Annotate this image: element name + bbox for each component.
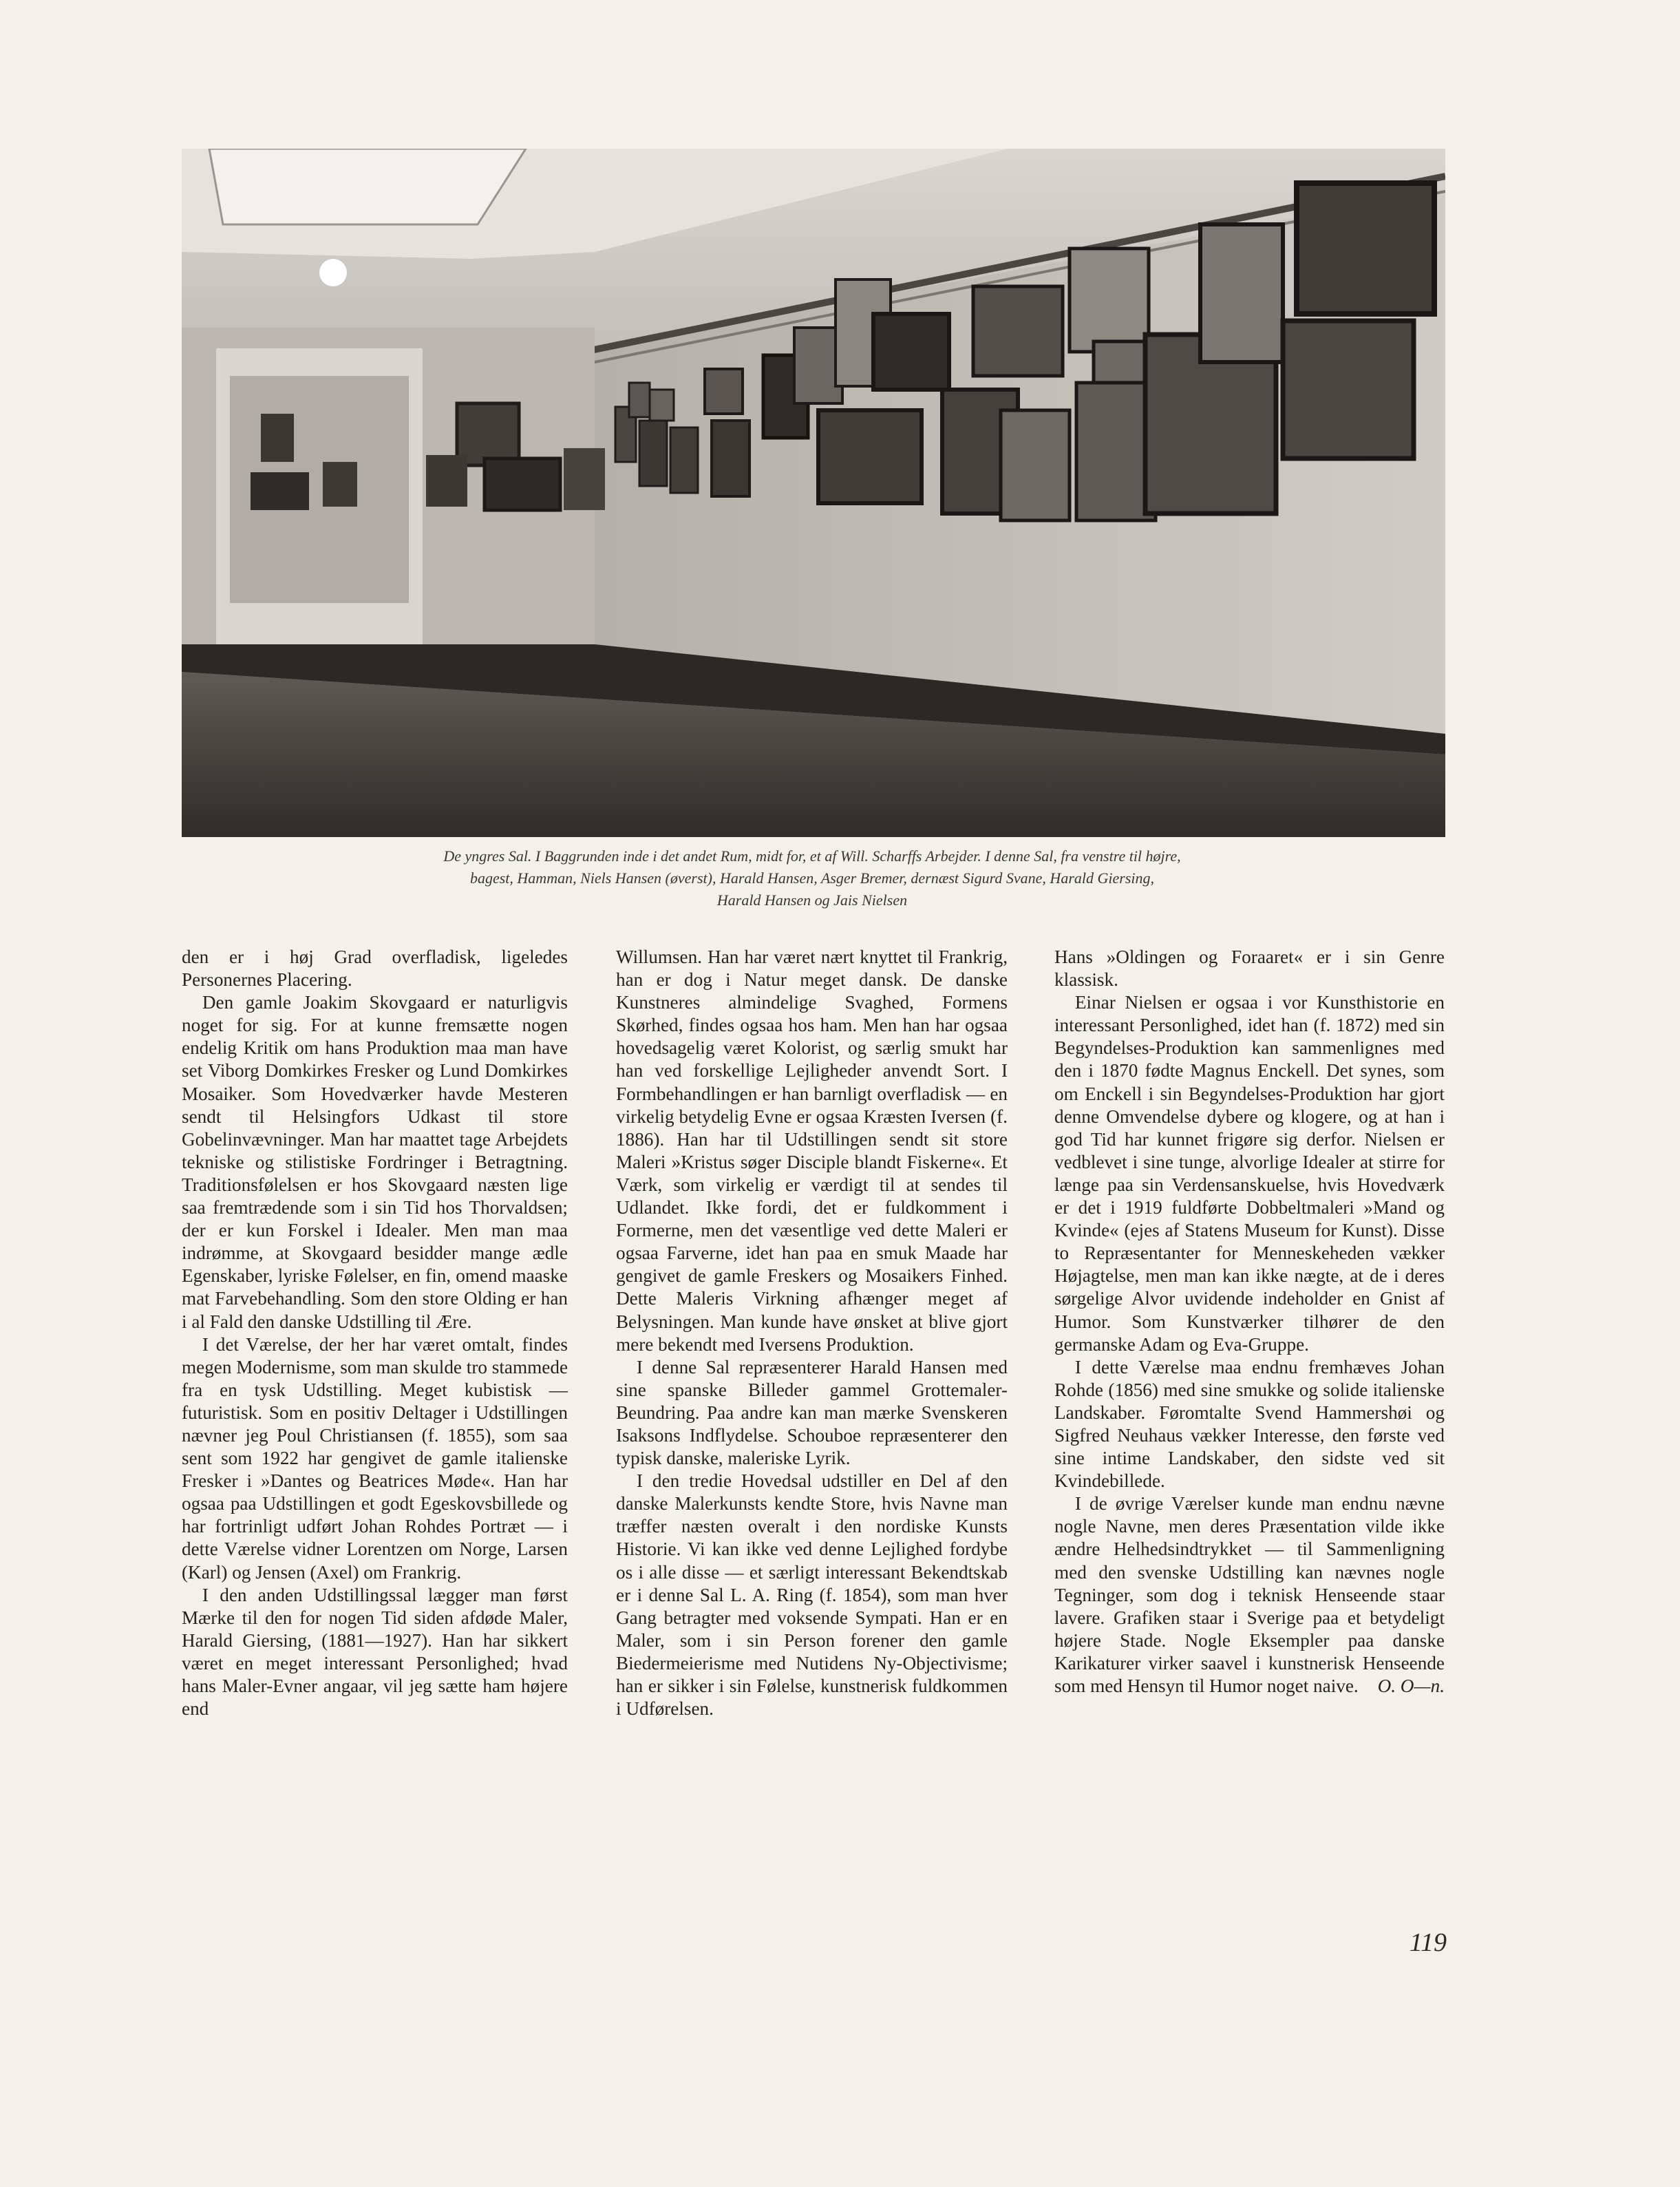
caption-line-2: bagest, Hamman, Niels Hansen (øverst), Harald Hansen, Asger Bremer, dernæst Sigurd Svane, Harald Giersing, xyxy=(469,869,1154,887)
paragraph: I den anden Udstillingssal lægger man først Mærke til den for nogen Tid siden afdøde Maler, Harald Giersing, (1881—1927). Han har sikkert været en meget interessant Personlighed; hvad hans Maler-Evner angaar, vil jeg sætte ham højere end xyxy=(182,1584,568,1720)
text-column-1 xyxy=(182,946,568,1720)
paragraph: I denne Sal repræsenterer Harald Hansen med sine spanske Billeder gammel Grottemaler-Beundring. Paa andre kan man mærke Svenskeren Isaksons Indflydelse. Schouboe repræsenterer den typisk danske, maleriske Lyrik. xyxy=(616,1356,1008,1469)
caption-line-1: De yngres Sal. I Baggrunden inde i det andet Rum, midt for, et af Will. Scharffs Arbejder. I denne Sal, fra venstre til højre, xyxy=(443,847,1181,865)
paragraph: Den gamle Joakim Skovgaard er naturligvis noget for sig. For at kunne fremsætte nogen endelig Kritik om hans Produktion maa man have set Viborg Domkirkes Fresker og Lund Domkirkes Mosaiker. Som Hovedværker havde Mesteren sendt til Helsingfors Udkast til store Gobelinvævninger. Man har maattet tage Arbejdets tekniske og stilistiske Fordringer i Betragtning. Traditionsfølelsen er hos Skovgaard næsten lige saa fremtrædende som i sin Tid hos Thorvaldsen; der er kun Forskel i Idealer. Men man maa indrømme, at Skovgaard besidder mange ædle Egenskaber, lyriske Følelser, en fin, omend maaske mat Farvebehandling. Som den store Olding er han i al Fald den danske Udstilling til Ære. xyxy=(182,992,568,1332)
text-column-3 xyxy=(1054,946,1445,1698)
paragraph: I den tredie Hovedsal udstiller en Del af den danske Malerkunsts kendte Store, hvis Navne man træffer næsten overalt i den nordiske Kunsts Historie. Vi kan ikke ved denne Lejlighed fordybe os i alle disse — et særligt interessant Bekendtskab er i denne Sal L. A. Ring (f. 1854), som man hver Gang betragter med voksende Sympati. Han er en Maler, som i sin Person forener den gamle Biedermeierisme med Nutidens Ny-Objectivisme; han er sikker i sin Følelse, kunstnerisk fuldkommen i Udførelsen. xyxy=(616,1470,1008,1720)
author-signature: O. O—n. xyxy=(1377,1676,1445,1697)
gallery-photo xyxy=(182,149,1445,837)
paragraph: I det Værelse, der her har været omtalt, findes megen Modernisme, som man skulde tro stammede fra en tysk Udstilling. Meget kubistisk — futuristisk. Som en positiv Deltager i Udstillingen nævner jeg Poul Christiansen (f. 1855), som saa sent som 1922 har gengivet de gamle italienske Fresker i »Dantes og Beatrices Møde«. Han har ogsaa paa Udstillingen et godt Egeskovsbillede og har fortrinligt udført Johan Rohdes Portræt — i dette Værelse vidner Lorentzen om Norge, Larsen (Karl) og Jensen (Axel) om Frankrig. xyxy=(182,1333,568,1583)
text-column-2 xyxy=(616,946,1008,1720)
paragraph: Einar Nielsen er ogsaa i vor Kunsthistorie en interessant Personlighed, idet han (f. 1872) med sin Begyndelses-Produktion kan sammenlignes med den i 1870 fødte Magnus Enckell. Det synes, som om Enckell i sin Begyndelses-Produktion har gjort denne Omvendelse dybere og klogere, og at han i god Tid har kunnet frigøre sig derfor. Nielsen er vedblevet i sine tunge, alvorlige Idealer at stirre for længe paa sin Verdensanskuelse, hvis Hovedværk er det i 1919 fuldførte Dobbeltmaleri »Mand og Kvinde« (ejes af Statens Museum for Kunst). Disse to Repræsentanter for Menneskeheden vækker Højagtelse, men man kan ikke nægte, at de i deres sørgelige Alvor uvidende indeholder en Gnist af Humor. Som Kunstværker tilhører de den germanske Adam og Eva-Gruppe. xyxy=(1054,992,1445,1355)
paragraph: I dette Værelse maa endnu fremhæves Johan Rohde (1856) med sine smukke og solide italienske Landskaber. Føromtalte Svend Hammershøi og Sigfred Neuhaus vækker Interesse, den første ved sine intime Landskaber, den sidste ved sit Kvindebillede. xyxy=(1054,1356,1445,1492)
paragraph: Hans »Oldingen og Foraaret« er i sin Genre klassisk. xyxy=(1054,947,1445,991)
photo-caption xyxy=(200,845,1425,911)
caption-line-3: Harald Hansen og Jais Nielsen xyxy=(716,891,908,909)
gallery-photo-drawing xyxy=(182,149,1445,837)
paragraph: den er i høj Grad overfladisk, ligeledes Personernes Placering. xyxy=(182,947,568,991)
paragraph: I de øvrige Værelser kunde man endnu nævne nogle Navne, men deres Præsentation vilde ikke ændre Helhedsindtrykket — til Sammenligning med den svenske Udstilling kan nævnes nogle Tegninger, som dog i teknisk Henseende staar lavere. Grafiken staar i Sverige paa et betydeligt højere Stade. Nogle Eksempler paa danske Karikaturer virker saavel i kunstnerisk Henseende som med Hensyn til Humor noget naive. xyxy=(1054,1493,1445,1696)
page-number: 119 xyxy=(1409,1928,1447,1957)
paragraph: Willumsen. Han har været nært knyttet til Frankrig, han er dog i Natur meget dansk. De danske Kunstneres almindelige Svaghed, Formens Skørhed, findes ogsaa hos ham. Men han har ogsaa hovedsagelig været Kolorist, og særlig smukt har han ved forskellige Lejligheder anvendt Sort. I Formbehandlingen er han barnligt overfladisk — en virkelig betydelig Evne er ogsaa Kræsten Iversen (f. 1886). Han har til Udstillingen sendt sit store Maleri »Kristus søger Disciple blandt Fiskerne«. Et Værk, som virkelig er værdigt til at sendes til Udlandet. Ikke fordi, det er fuldkomment i Formerne, men det væsentlige ved dette Maleri er ogsaa Farverne, idet han paa en smuk Maade har gengivet de gamle Freskers og Mosaikers Finhed. Dette Maleris Virkning afhænger meget af Belysningen. Man kunde have ønsket at blive gjort mere bekendt med Iversens Produktion. xyxy=(616,947,1008,1355)
